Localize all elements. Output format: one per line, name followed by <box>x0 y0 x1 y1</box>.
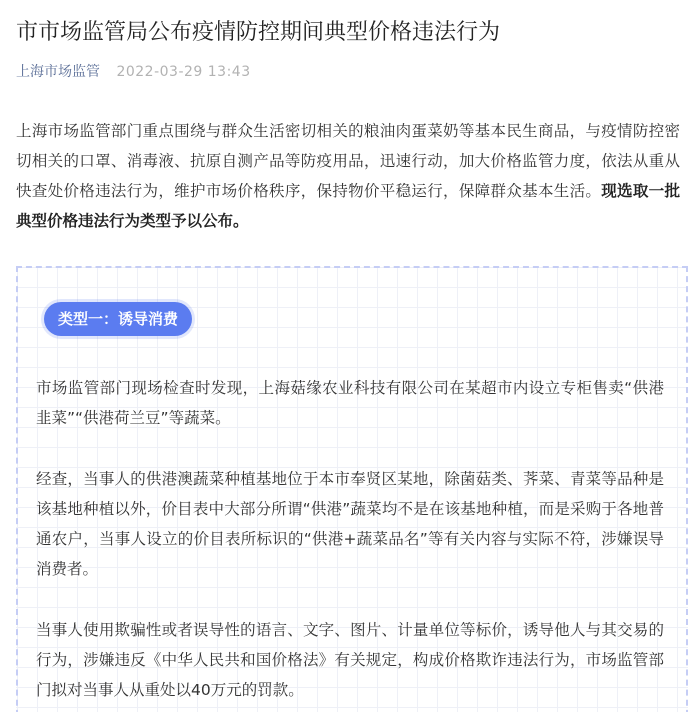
publish-time: 2022-03-29 13:43 <box>116 64 251 80</box>
case-card <box>16 266 688 712</box>
case-paragraph: 市场监管部门现场检查时发现，上海菇缘农业科技有限公司在某超市内设立专柜售卖“供港韭菜”“供港荷兰豆”等蔬菜。 <box>36 379 664 427</box>
account-name-link[interactable]: 上海市场监管 <box>16 64 100 80</box>
case-paragraph: 经查，当事人的供港澳蔬菜种植基地位于本市奉贤区某地，除菌菇类、荠菜、青菜等品种是该基地种植以外，价目表中大部分所谓“供港”蔬菜均不是在该基地种植，而是采购于各地普通农户，当事人设立的价目表所标识的“供港+蔬菜品名”等有关内容与实际不符，涉嫌误导消费者。 <box>36 470 664 578</box>
intro-bold-text: 现选取一批典型价格违法行为类型予以公布。 <box>16 182 680 230</box>
article-intro <box>16 116 680 236</box>
case-type-badge: 类型一：诱导消费 <box>44 302 192 336</box>
case-paragraph: 当事人使用欺骗性或者误导性的语言、文字、图片、计量单位等标价，诱导他人与其交易的行为，涉嫌违反《中华人民共和国价格法》有关规定，构成价格欺诈违法行为，市场监管部门拟对当事人从重处以40万元的罚款。 <box>36 621 664 699</box>
article-title: 市市场监管局公布疫情防控期间典型价格违法行为 <box>16 20 501 45</box>
article-meta <box>16 62 251 82</box>
intro-text: 上海市场监管部门重点围绕与群众生活密切相关的粮油肉蛋菜奶等基本民生商品，与疫情防控密切相关的口罩、消毒液、抗原自测产品等防疫用品，迅速行动，加大价格监管力度，依法从重从快查处价格违法行为，维护市场价格秩序，保持物价平稳运行，保障群众基本生活。 <box>16 122 680 200</box>
